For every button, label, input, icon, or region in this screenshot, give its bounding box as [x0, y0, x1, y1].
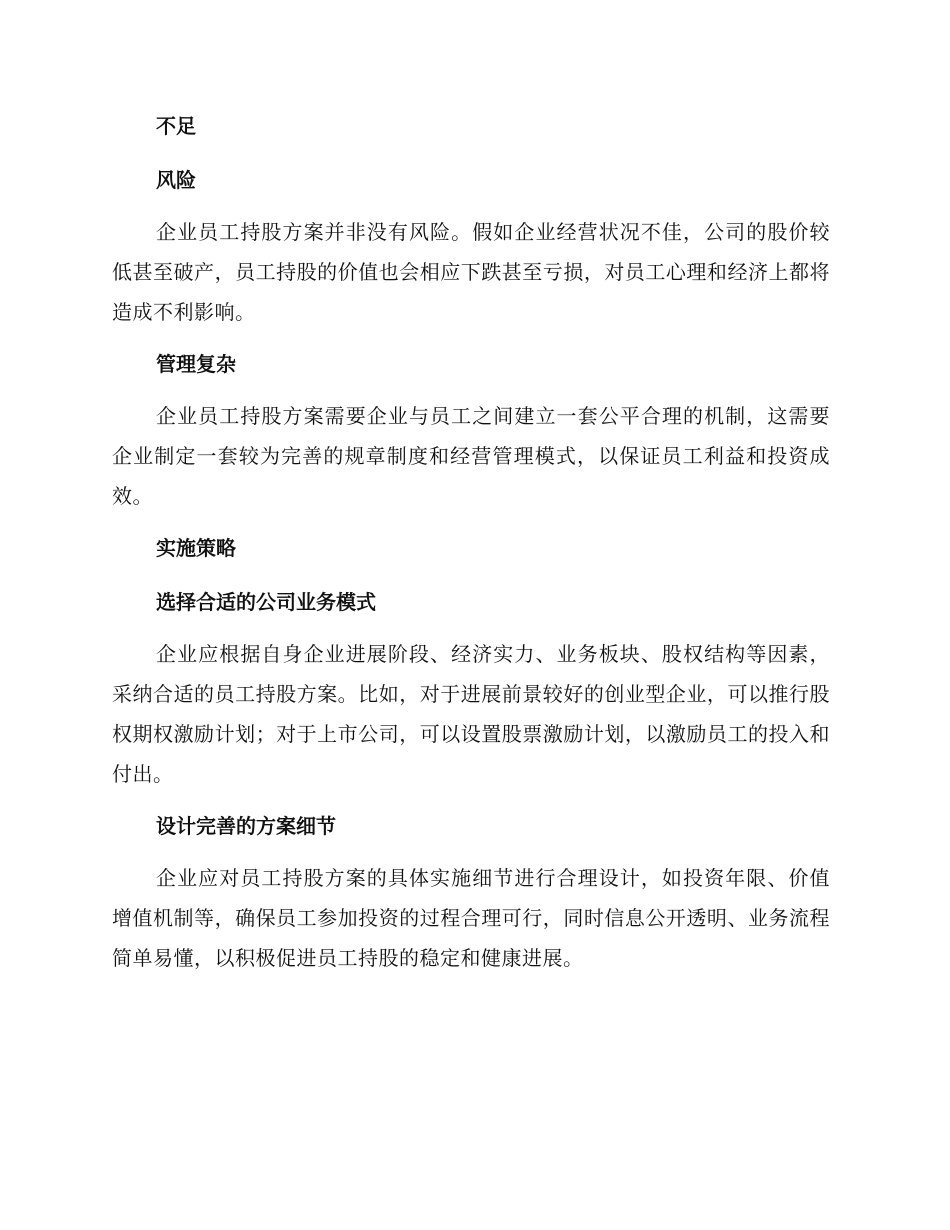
heading-implementation-strategy: 实施策略	[156, 536, 236, 560]
heading-risk: 风险	[156, 168, 196, 192]
paragraph-management-complexity: 企业员工持股方案需要企业与员工之间建立一套公平合理的机制，这需要企业制定一套较为完善的规章制度和经营管理模式，以保证员工利益和投资成效。	[112, 404, 830, 508]
paragraph-risk: 企业员工持股方案并非没有风险。假如企业经营状况不佳，公司的股价较低甚至破产，员工持股的价值也会相应下跌甚至亏损，对员工心理和经济上都将造成不利影响。	[112, 220, 830, 324]
heading-shortcomings: 不足	[156, 114, 196, 138]
paragraph-plan-details: 企业应对员工持股方案的具体实施细节进行合理设计，如投资年限、价值增值机制等，确保员工参加投资的过程合理可行，同时信息公开透明、业务流程简单易懂，以积极促进员工持股的稳定和健康进展。	[112, 866, 830, 970]
heading-management-complexity: 管理复杂	[156, 352, 236, 376]
document-page	[112, 110, 830, 978]
heading-plan-details: 设计完善的方案细节	[156, 814, 336, 838]
heading-business-model: 选择合适的公司业务模式	[156, 590, 376, 614]
paragraph-business-model: 企业应根据自身企业进展阶段、经济实力、业务板块、股权结构等因素，采纳合适的员工持股方案。比如，对于进展前景较好的创业型企业，可以推行股权期权激励计划；对于上市公司，可以设置股票激励计划，以激励员工的投入和付出。	[112, 642, 830, 786]
